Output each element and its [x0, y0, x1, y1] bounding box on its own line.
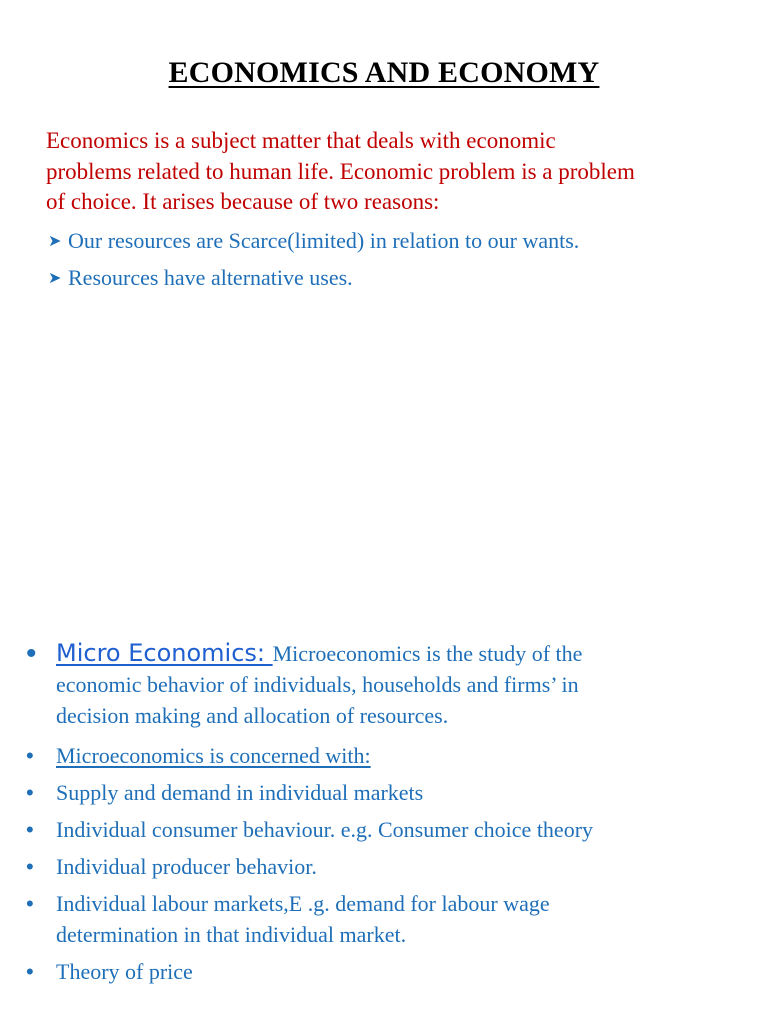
bullet-icon: •: [26, 891, 34, 916]
arrow-bullet-icon: ➤: [48, 270, 62, 287]
intro-paragraph: [46, 126, 736, 218]
bullet-icon: •: [26, 780, 34, 805]
reason-text: Resources have alternative uses.: [68, 265, 353, 290]
reason-text: Our resources are Scarce(limited) in relation to our wants.: [68, 228, 580, 253]
micro-def-line: Microeconomics is the study of the: [272, 641, 583, 666]
intro-line: problems related to human life. Economic problem is a problem: [46, 158, 635, 184]
slide-title: ECONOMICS AND ECONOMY: [168, 56, 600, 89]
intro-line: of choice. It arises because of two reasons:: [46, 189, 440, 214]
concerned-with-heading: Microeconomics is concerned with:: [56, 743, 371, 768]
micro-def-line: economic behavior of individuals, households and firms’ in: [56, 672, 579, 697]
labour-line: determination in that individual market.: [56, 922, 407, 947]
bullet-icon: •: [26, 637, 37, 670]
slide-micro-economics: • Micro Economics: Microeconomics is the study of the economic behavior of individuals, households and firms’ in decision making and allocation of resources. • Microeconomics is concerned with: • Supply and demand in individual markets • Individual consumer behaviour. e.g. Consumer choice theory • Individual producer behavior. • Individual labour markets,E .g. demand for labour wage determination in that individual market. • Theory of price: [0, 600, 768, 1024]
bullet-icon: •: [26, 817, 34, 842]
bullet-icon: •: [26, 959, 34, 984]
micro-heading: Micro Economics:: [56, 639, 273, 667]
arrow-bullet-icon: ➤: [48, 233, 62, 250]
bullet-icon: •: [26, 743, 34, 768]
bullet-icon: •: [26, 854, 34, 879]
labour-line: Individual labour markets,E .g. demand for labour wage: [56, 891, 550, 916]
list-item: [48, 265, 353, 291]
intro-line: Economics is a subject matter that deals with economic: [46, 128, 556, 153]
list-item: [48, 228, 579, 254]
micro-def-line: decision making and allocation of resources.: [56, 703, 449, 728]
